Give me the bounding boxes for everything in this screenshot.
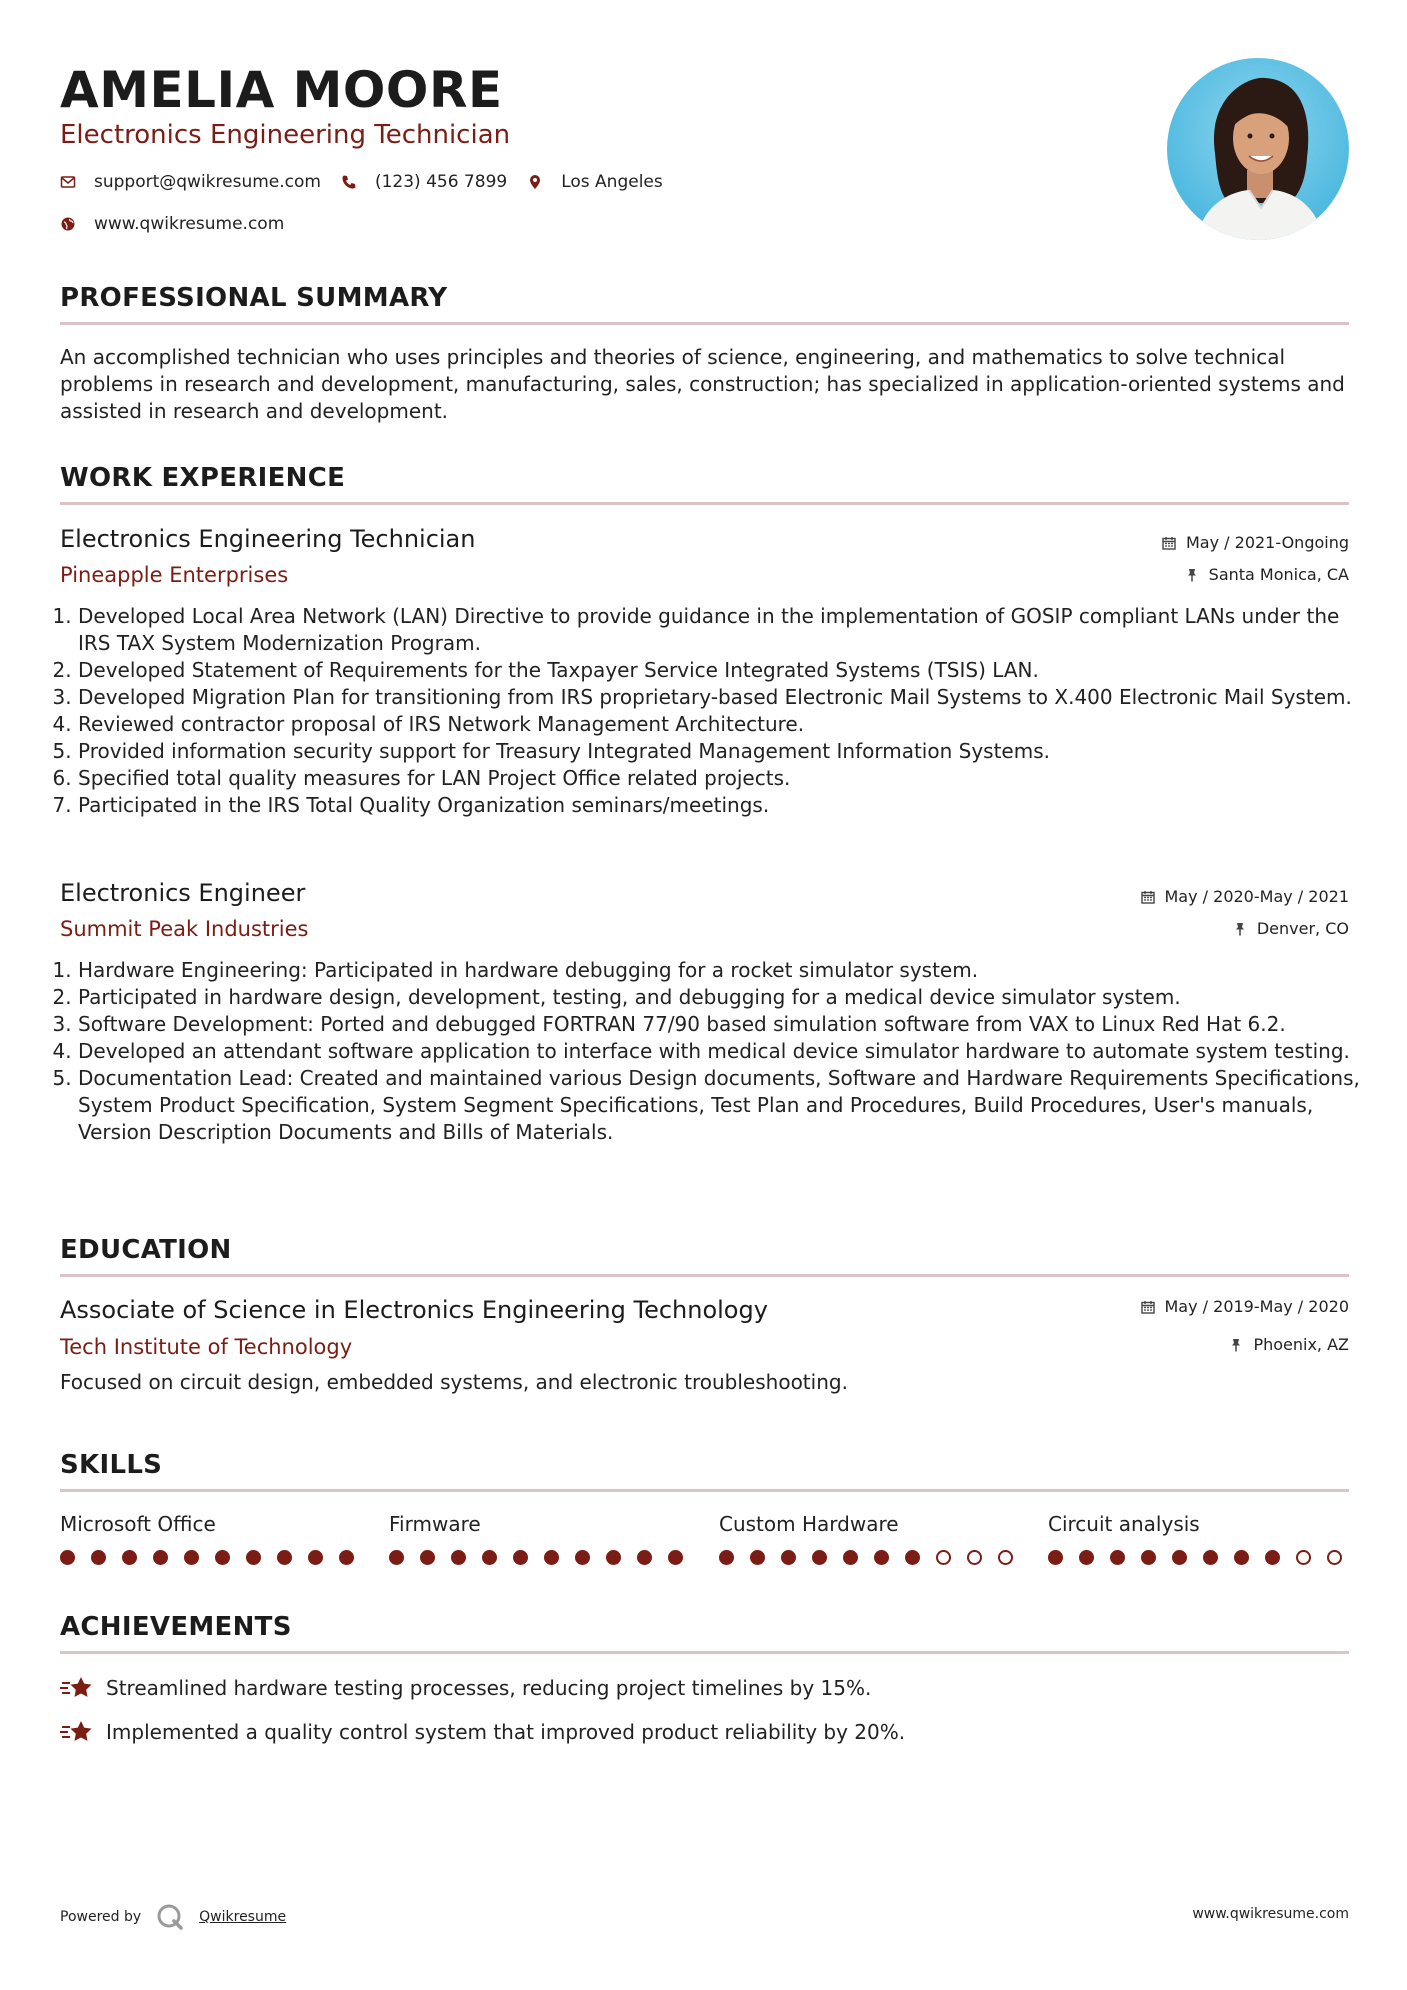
qwikresume-link[interactable]: Qwikresume bbox=[199, 1909, 287, 1925]
job-dates-text: May / 2020-May / 2021 bbox=[1164, 887, 1349, 906]
achievement-item bbox=[60, 1674, 871, 1702]
skill-dot-filled bbox=[843, 1550, 858, 1565]
skill-dot-filled bbox=[905, 1550, 920, 1565]
job-location-text: Denver, CO bbox=[1256, 919, 1349, 938]
job-title: Electronics Engineering Technician bbox=[60, 525, 476, 553]
skill-item bbox=[389, 1510, 689, 1565]
summary-text: An accomplished technician who uses principles and theories of science, engineering, and mathematics to solve technical problems in research and development, manufacturing, sales, construction; has specialized in application-oriented systems and assisted in research and development. bbox=[60, 345, 1345, 423]
email-text: support@qwikresume.com bbox=[94, 172, 321, 192]
skill-dot-filled bbox=[812, 1550, 827, 1565]
skill-dot-filled bbox=[339, 1550, 354, 1565]
skill-dot-empty bbox=[1296, 1550, 1311, 1565]
list-item: 5. Documentation Lead: Created and maintained various Design documents, Software and Hardware Requirements Specifications, System Product Specification, System Segment Specifications, Test Plan and Procedures, Build Procedures, User's manuals, Version Description Documents and Bills of Materials. bbox=[78, 1065, 1367, 1146]
skill-dot-empty bbox=[936, 1550, 951, 1565]
skill-dot-filled bbox=[420, 1550, 435, 1565]
summary-heading: PROFESSIONAL SUMMARY bbox=[60, 283, 448, 313]
job-company: Summit Peak Industries bbox=[60, 917, 309, 941]
avatar bbox=[1167, 58, 1349, 240]
skill-dot-filled bbox=[1234, 1550, 1249, 1565]
skill-dot-filled bbox=[277, 1550, 292, 1565]
skill-dot-filled bbox=[60, 1550, 75, 1565]
globe-icon bbox=[60, 216, 76, 232]
candidate-name: AMELIA MOORE bbox=[60, 61, 503, 119]
avatar-portrait bbox=[1167, 58, 1349, 240]
pushpin-icon bbox=[1229, 1338, 1243, 1352]
contact-phone[interactable] bbox=[341, 172, 507, 192]
skill-rating bbox=[389, 1550, 689, 1565]
school-name: Tech Institute of Technology bbox=[60, 1335, 353, 1359]
skill-dot-empty bbox=[967, 1550, 982, 1565]
calendar-icon bbox=[1162, 536, 1176, 550]
education-heading: EDUCATION bbox=[60, 1235, 232, 1265]
skill-dot-filled bbox=[575, 1550, 590, 1565]
list-item: 3. Developed Migration Plan for transitioning from IRS proprietary-based Electronic Mail Systems to X.400 Electronic Mail System. bbox=[78, 684, 1367, 711]
skill-dot-filled bbox=[1110, 1550, 1125, 1565]
pushpin-icon bbox=[1233, 922, 1247, 936]
skill-dot-filled bbox=[668, 1550, 683, 1565]
skill-dot-filled bbox=[513, 1550, 528, 1565]
list-item: 4. Reviewed contractor proposal of IRS Network Management Architecture. bbox=[78, 711, 1367, 738]
powered-by-label: Powered by bbox=[60, 1909, 142, 1925]
contact-row bbox=[60, 172, 683, 192]
qwikresume-logo-icon bbox=[155, 1902, 185, 1932]
skill-name: Circuit analysis bbox=[1048, 1512, 1200, 1536]
list-item: 4. Developed an attendant software application to interface with medical device simulator hardware to automate system testing. bbox=[78, 1038, 1367, 1065]
skill-item bbox=[719, 1510, 1019, 1565]
skill-dot-filled bbox=[606, 1550, 621, 1565]
section-divider bbox=[60, 1651, 1349, 1654]
website-text: www.qwikresume.com bbox=[94, 214, 285, 234]
achievement-item bbox=[60, 1718, 905, 1746]
skill-dot-filled bbox=[1172, 1550, 1187, 1565]
skills-heading: SKILLS bbox=[60, 1450, 163, 1480]
skill-rating bbox=[719, 1550, 1019, 1565]
location-text: Los Angeles bbox=[561, 172, 663, 192]
job-duties bbox=[60, 603, 1367, 819]
list-item: 1. Developed Local Area Network (LAN) Directive to provide guidance in the implementation of GOSIP compliant LANs under the IRS TAX System Modernization Program. bbox=[78, 603, 1367, 657]
contact-location bbox=[527, 172, 663, 192]
skill-dot-filled bbox=[122, 1550, 137, 1565]
skill-dot-filled bbox=[1265, 1550, 1280, 1565]
footer-powered-by bbox=[60, 1902, 286, 1932]
skill-dot-filled bbox=[637, 1550, 652, 1565]
skill-dot-filled bbox=[215, 1550, 230, 1565]
skill-dot-filled bbox=[153, 1550, 168, 1565]
skill-dot-filled bbox=[482, 1550, 497, 1565]
job-title: Electronics Engineer bbox=[60, 879, 306, 907]
list-item: 7. Participated in the IRS Total Quality Organization seminars/meetings. bbox=[78, 792, 1367, 819]
education-dates-text: May / 2019-May / 2020 bbox=[1164, 1297, 1349, 1316]
job-duties bbox=[60, 957, 1367, 1146]
section-divider bbox=[60, 502, 1349, 505]
education-location bbox=[1229, 1334, 1349, 1356]
skill-dot-filled bbox=[389, 1550, 404, 1565]
degree-title: Associate of Science in Electronics Engineering Technology bbox=[60, 1296, 768, 1324]
job-location-text: Santa Monica, CA bbox=[1208, 565, 1349, 584]
list-item: 6. Specified total quality measures for LAN Project Office related projects. bbox=[78, 765, 1367, 792]
skill-dot-filled bbox=[1203, 1550, 1218, 1565]
list-item: 2. Developed Statement of Requirements for the Taxpayer Service Integrated Systems (TSIS) LAN. bbox=[78, 657, 1367, 684]
star-icon bbox=[60, 1718, 94, 1746]
skill-dot-filled bbox=[874, 1550, 889, 1565]
skill-dot-empty bbox=[998, 1550, 1013, 1565]
list-item: 3. Software Development: Ported and debugged FORTRAN 77/90 based simulation software from VAX to Linux Red Hat 6.2. bbox=[78, 1011, 1367, 1038]
footer-website[interactable]: www.qwikresume.com bbox=[1192, 1906, 1349, 1922]
education-location-text: Phoenix, AZ bbox=[1253, 1335, 1349, 1354]
skill-dot-filled bbox=[544, 1550, 559, 1565]
skill-rating bbox=[1048, 1550, 1348, 1565]
job-dates bbox=[1162, 532, 1349, 554]
skill-name: Firmware bbox=[389, 1512, 481, 1536]
contact-website[interactable] bbox=[60, 214, 284, 234]
job-dates bbox=[1141, 886, 1350, 908]
skill-dot-filled bbox=[246, 1550, 261, 1565]
star-icon bbox=[60, 1674, 94, 1702]
section-divider bbox=[60, 1274, 1349, 1277]
job-location bbox=[1233, 918, 1349, 940]
list-item: 1. Hardware Engineering: Participated in hardware debugging for a rocket simulator system. bbox=[78, 957, 1367, 984]
skill-dot-empty bbox=[1327, 1550, 1342, 1565]
candidate-title: Electronics Engineering Technician bbox=[60, 120, 511, 150]
education-description: Focused on circuit design, embedded systems, and electronic troubleshooting. bbox=[60, 1370, 848, 1394]
achievement-text: Streamlined hardware testing processes, reducing project timelines by 15%. bbox=[106, 1676, 872, 1700]
list-item: 5. Provided information security support for Treasury Integrated Management Information Systems. bbox=[78, 738, 1367, 765]
job-location bbox=[1185, 564, 1349, 586]
skill-dot-filled bbox=[1141, 1550, 1156, 1565]
skill-name: Custom Hardware bbox=[719, 1512, 899, 1536]
skill-dot-filled bbox=[750, 1550, 765, 1565]
contact-row-2 bbox=[60, 214, 304, 234]
pushpin-icon bbox=[1185, 568, 1199, 582]
calendar-icon bbox=[1141, 1300, 1155, 1314]
envelope-icon bbox=[60, 174, 76, 190]
skill-dot-filled bbox=[308, 1550, 323, 1565]
phone-text: (123) 456 7899 bbox=[374, 172, 508, 192]
resume-page bbox=[60, 0, 1360, 1990]
skill-dot-filled bbox=[781, 1550, 796, 1565]
contact-email[interactable] bbox=[60, 172, 321, 192]
phone-icon bbox=[341, 174, 357, 190]
achievement-text: Implemented a quality control system that improved product reliability by 20%. bbox=[106, 1720, 906, 1744]
skill-name: Microsoft Office bbox=[60, 1512, 216, 1536]
job-company: Pineapple Enterprises bbox=[60, 563, 289, 587]
skill-dot-filled bbox=[1079, 1550, 1094, 1565]
skill-dot-filled bbox=[451, 1550, 466, 1565]
skill-dot-filled bbox=[184, 1550, 199, 1565]
section-divider bbox=[60, 322, 1349, 325]
skill-item bbox=[60, 1510, 360, 1565]
section-divider bbox=[60, 1489, 1349, 1492]
skill-dot-filled bbox=[719, 1550, 734, 1565]
skill-rating bbox=[60, 1550, 360, 1565]
list-item: 2. Participated in hardware design, development, testing, and debugging for a medical device simulator system. bbox=[78, 984, 1367, 1011]
skill-dot-filled bbox=[1048, 1550, 1063, 1565]
job-dates-text: May / 2021-Ongoing bbox=[1186, 533, 1349, 552]
achievements-heading: ACHIEVEMENTS bbox=[60, 1612, 292, 1642]
experience-heading: WORK EXPERIENCE bbox=[60, 463, 346, 493]
skill-item bbox=[1048, 1510, 1348, 1565]
map-pin-icon bbox=[527, 174, 543, 190]
skill-dot-filled bbox=[91, 1550, 106, 1565]
calendar-icon bbox=[1141, 890, 1155, 904]
education-dates bbox=[1141, 1296, 1350, 1318]
